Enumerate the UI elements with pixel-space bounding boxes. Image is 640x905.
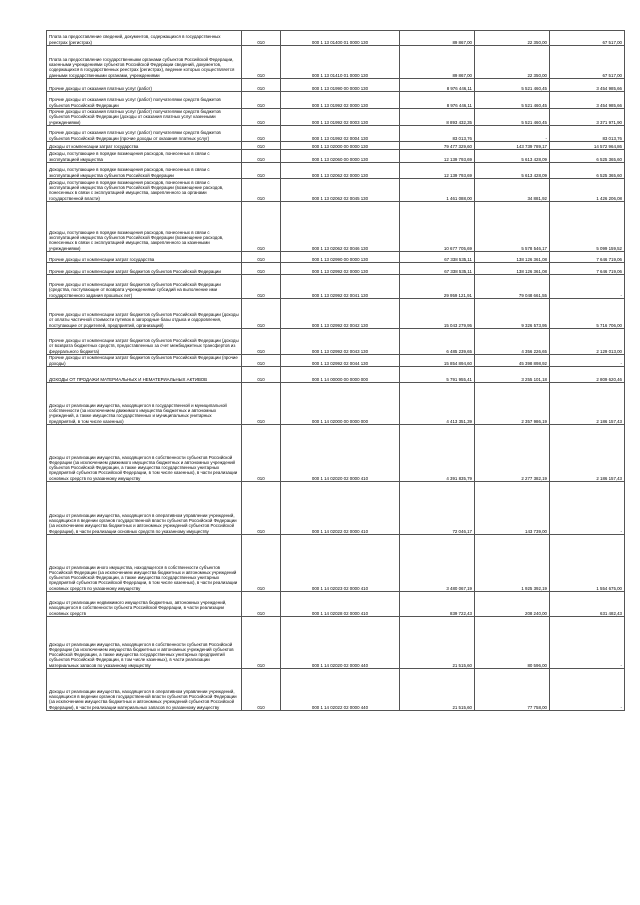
row-approved: 67 338 535,11 [400,263,475,275]
row-approved: 72 046,17 [400,482,475,535]
row-approved: 21 515,60 [400,617,475,669]
table-row [47,355,625,367]
row-line-code: 010 [242,535,281,592]
row-name: Прочие доходы от компенсации затрат бюджетов субъектов Российской Федерации (доходы от оплаты частичной стоимости путевок в загородные базы отдыха и оздоровления, поступающие от родителей, предприятий, организаций) [47,299,242,329]
row-name: Доходы от реализации имущества, находящегося в собственности субъектов Российской Федерации (за исключением имущества бюджетных и автономных учреждений субъектов Российской Федерации, а также имущества государственных унитарных предприятий субъектов Российской Федерации, в том числе казенных), в части реализации материальных запасов по указанному имуществу [47,617,242,669]
row-budget-code: 000 1 14 02022 02 0000 440 [281,669,400,711]
row-line-code: 010 [242,425,281,482]
row-unexecuted: 2 186 157,43 [550,383,625,425]
row-unexecuted: 3 454 985,66 [550,79,625,92]
table-row [47,252,625,263]
table-row [47,329,625,355]
row-executed: 22 350,00 [475,31,550,46]
row-budget-code: 000 1 14 02020 02 0000 440 [281,617,400,669]
row-executed: 4 356 226,65 [475,329,550,355]
row-unexecuted: - [550,482,625,535]
row-budget-code: 000 1 13 02992 02 0000 130 [281,263,400,275]
row-unexecuted: 1 554 675,00 [550,535,625,592]
row-approved: 89 867,00 [400,31,475,46]
row-executed: 80 596,00 [475,617,550,669]
table-row [47,31,625,46]
row-unexecuted: 2 809 620,46 [550,367,625,383]
row-budget-code: 000 1 14 02023 02 0000 410 [281,535,400,592]
row-executed: 34 881,92 [475,179,550,202]
row-line-code: 010 [242,150,281,163]
table-row [47,425,625,482]
row-name: Доходы от компенсации затрат государства [47,142,242,150]
row-approved: 839 722,43 [400,592,475,617]
row-approved: 12 139 793,69 [400,150,475,163]
row-unexecuted: 7 646 719,06 [550,252,625,263]
table-row [47,592,625,617]
table-row [47,202,625,252]
table-row [47,263,625,275]
row-name: Прочие доходы от компенсации затрат бюджетов субъектов Российской Федерации (доходы от возврата бюджетных средств, предоставленных за счет межбюджетных трансфертов из федерального бюджета) [47,329,242,355]
row-name: Прочие доходы от компенсации затрат бюджетов субъектов Российской Федерации (средства, поступающие от возврата учреждениями субсидий на выполнение ими государственного задания прошлых лет) [47,275,242,299]
table-row [47,79,625,92]
row-name: Плата за предоставление сведений, документов, содержащихся в государственных реестрах (регистрах) [47,31,242,46]
row-unexecuted: 6 525 365,60 [550,163,625,179]
row-executed: 5 578 546,17 [475,202,550,252]
row-executed: 77 758,00 [475,669,550,711]
row-executed: 2 277 382,19 [475,425,550,482]
table-row [47,299,625,329]
row-approved: 8 893 432,35 [400,109,475,126]
row-line-code: 010 [242,126,281,142]
row-unexecuted: 6 525 365,60 [550,150,625,163]
row-unexecuted: 5 716 706,00 [550,299,625,329]
row-executed: 5 521 460,45 [475,79,550,92]
row-line-code: 010 [242,329,281,355]
row-approved: 15 043 279,95 [400,299,475,329]
row-unexecuted: - [550,275,625,299]
table-row [47,150,625,163]
row-executed: 9 326 573,95 [475,299,550,329]
table-row [47,275,625,299]
row-name: Доходы от реализации имущества, находящегося в оперативном управлении учреждений, находящихся в ведении органов государственной власти субъектов Российской Федерации (за исключением имущества бюджетных и автономных учреждений субъектов Российской Федерации), в части реализации основных средств по указанному имуществу [47,482,242,535]
row-budget-code: 000 1 14 02028 02 0000 410 [281,592,400,617]
row-name: Прочие доходы от компенсации затрат государства [47,252,242,263]
row-executed: 143 739 789,17 [475,142,550,150]
row-budget-code: 000 1 13 01992 02 0000 130 [281,92,400,109]
row-approved: 5 791 955,41 [400,367,475,383]
row-unexecuted: - [550,355,625,367]
row-budget-code: 000 1 13 02992 02 0041 130 [281,275,400,299]
row-line-code: 010 [242,355,281,367]
row-unexecuted: 7 646 719,06 [550,263,625,275]
table-row [47,126,625,142]
row-unexecuted: 3 371 971,90 [550,109,625,126]
row-executed: 5 613 428,09 [475,150,550,163]
row-line-code: 010 [242,669,281,711]
row-executed: - [475,126,550,142]
row-name: Доходы, поступающие в порядке возмещения расходов, понесенных в связи с эксплуатацией имущества субъектов Российской Федерации (возмещение расходов, понесенных в связи с эксплуатацией имущества, закрепленного за казенными учреждениями) [47,202,242,252]
table-row [47,92,625,109]
table-row [47,367,625,383]
income-table [46,30,625,711]
row-approved: 8 976 446,11 [400,79,475,92]
row-approved: 10 677 705,69 [400,202,475,252]
row-budget-code: 000 1 13 02992 02 0044 130 [281,355,400,367]
row-budget-code: 000 1 13 02062 02 0045 130 [281,179,400,202]
row-name: Доходы от реализации имущества, находящегося в государственной и муниципальной собственности (за исключением движимого имущества бюджетных и автономных учреждений, а также имущества государственных и муниципальных унитарных предприятий, в том числе казенных) [47,383,242,425]
row-budget-code: 000 1 13 01992 02 0003 130 [281,109,400,126]
row-budget-code: 000 1 14 02020 02 0000 410 [281,425,400,482]
row-name: Прочие доходы от оказания платных услуг (работ) получателями средств бюджетов субъектов Российской Федерации (прочие доходы от оказания платных услуг) [47,126,242,142]
row-approved: 83 013,76 [400,126,475,142]
row-line-code: 010 [242,263,281,275]
row-approved: 79 477 329,60 [400,142,475,150]
table-row [47,142,625,150]
row-budget-code: 000 1 14 00000 00 0000 000 [281,367,400,383]
row-budget-code: 000 1 13 01990 00 0000 130 [281,79,400,92]
row-budget-code: 000 1 13 02000 00 0000 130 [281,142,400,150]
row-unexecuted: - [550,669,625,711]
row-line-code: 010 [242,482,281,535]
row-name: Доходы, поступающие в порядке возмещения расходов, понесенных в связи с эксплуатацией имущества субъектов Российской Федерации [47,163,242,179]
row-line-code: 010 [242,383,281,425]
row-name: Прочие доходы от компенсации затрат бюджетов субъектов Российской Федерации [47,263,242,275]
row-line-code: 010 [242,163,281,179]
row-line-code: 010 [242,202,281,252]
row-approved: 8 976 446,11 [400,92,475,109]
row-budget-code: 000 1 14 02000 00 0000 000 [281,383,400,425]
row-budget-code: 000 1 13 02992 02 0042 130 [281,299,400,329]
table-row [47,535,625,592]
row-unexecuted: 67 517,00 [550,31,625,46]
row-unexecuted: 83 013,76 [550,126,625,142]
row-unexecuted: 3 454 985,66 [550,92,625,109]
row-line-code: 010 [242,109,281,126]
row-unexecuted: 2 186 157,43 [550,425,625,482]
row-line-code: 010 [242,31,281,46]
row-name: Доходы от реализации недвижимого имущества бюджетных, автономных учреждений, находящегося в собственности субъекта Российской Федерации, в части реализации основных средств [47,592,242,617]
table-row [47,383,625,425]
row-name: Прочие доходы от компенсации затрат бюджетов субъектов Российской Федерации (прочие доходы) [47,355,242,367]
row-line-code: 010 [242,252,281,263]
row-executed: 143 739,00 [475,482,550,535]
row-executed: 5 521 460,45 [475,109,550,126]
row-line-code: 010 [242,46,281,79]
row-approved: 6 485 239,65 [400,329,475,355]
row-approved: 12 139 793,69 [400,163,475,179]
row-unexecuted: - [550,617,625,669]
row-line-code: 010 [242,617,281,669]
row-approved: 4 413 351,39 [400,383,475,425]
row-budget-code: 000 1 13 02060 00 0000 130 [281,150,400,163]
row-unexecuted: 631 482,43 [550,592,625,617]
row-approved: 1 461 088,00 [400,179,475,202]
row-unexecuted: 14 572 964,86 [550,142,625,150]
row-line-code: 010 [242,592,281,617]
row-budget-code: 000 1 14 02022 02 0000 410 [281,482,400,535]
table-row [47,482,625,535]
table-row [47,617,625,669]
row-budget-code: 000 1 13 01992 02 0004 130 [281,126,400,142]
row-budget-code: 000 1 13 02990 00 0000 130 [281,252,400,263]
table-row [47,46,625,79]
row-line-code: 010 [242,79,281,92]
row-executed: 2 357 986,19 [475,383,550,425]
row-name: Доходы от реализации имущества, находящегося в собственности субъектов Российской Федерации (за исключением движимого имущества бюджетных и автономных учреждений субъектов Российской Федерации, а также имущества государственных унитарных предприятий субъектов Российской Федерации, в том числе казенных), в части реализации основных средств по указанному имуществу [47,425,242,482]
row-budget-code: 000 1 13 02062 02 0046 130 [281,202,400,252]
row-unexecuted: 5 099 159,52 [550,202,625,252]
table-row [47,163,625,179]
row-line-code: 010 [242,142,281,150]
row-line-code: 010 [242,92,281,109]
row-executed: 1 925 392,19 [475,535,550,592]
income-table-body [47,31,625,711]
row-line-code: 010 [242,299,281,329]
row-executed: 138 126 361,08 [475,263,550,275]
row-name: Плата за предоставление государственными органами субъектов Российской Федерации, казенными учреждениями субъектов Российской Федерации сведений, документов, содержащихся в государственных реестрах (регистрах), ведение которых осуществляется данными государственными органами, учреждениями [47,46,242,79]
row-executed: 138 126 361,08 [475,252,550,263]
row-name: Прочие доходы от оказания платных услуг (работ) [47,79,242,92]
row-name: Доходы, поступающие в порядке возмещения расходов, понесенных в связи с эксплуатацией имущества [47,150,242,163]
row-executed: 3 255 101,18 [475,367,550,383]
report-sheet [46,30,622,711]
row-approved: 21 515,60 [400,669,475,711]
row-executed: 5 521 460,45 [475,92,550,109]
row-budget-code: 000 1 13 02992 02 0043 130 [281,329,400,355]
row-executed: 45 398 898,92 [475,355,550,367]
table-row [47,669,625,711]
row-executed: 79 048 661,55 [475,275,550,299]
row-name: Прочие доходы от оказания платных услуг (работ) получателями средств бюджетов субъектов Российской Федерации (доходы от оказания платных услуг казенными учреждениями) [47,109,242,126]
row-approved: 29 959 121,91 [400,275,475,299]
row-executed: 22 350,00 [475,46,550,79]
row-executed: 5 613 428,09 [475,163,550,179]
row-line-code: 010 [242,275,281,299]
row-name: Прочие доходы от оказания платных услуг (работ) получателями средств бюджетов субъектов Российской Федерации [47,92,242,109]
row-name: Доходы от реализации имущества, находящегося в оперативном управлении учреждений, находящихся в ведении органов государственной власти субъектов Российской Федерации (за исключением имущества бюджетных и автономных учреждений субъектов Российской Федерации), в части реализации материальных запасов по указанному имуществу [47,669,242,711]
row-approved: 89 867,00 [400,46,475,79]
row-executed: 208 240,00 [475,592,550,617]
row-approved: 15 854 894,60 [400,355,475,367]
row-budget-code: 000 1 13 02062 02 0000 130 [281,163,400,179]
row-unexecuted: 67 517,00 [550,46,625,79]
row-approved: 3 480 067,19 [400,535,475,592]
row-line-code: 010 [242,367,281,383]
table-row [47,179,625,202]
row-unexecuted: 2 129 013,00 [550,329,625,355]
row-budget-code: 000 1 13 01410 01 0000 130 [281,46,400,79]
row-unexecuted: 1 426 206,08 [550,179,625,202]
row-approved: 67 338 535,11 [400,252,475,263]
row-name: ДОХОДЫ ОТ ПРОДАЖИ МАТЕРИАЛЬНЫХ И НЕМАТЕРИАЛЬНЫХ АКТИВОВ [47,367,242,383]
table-row [47,109,625,126]
row-approved: 4 391 835,79 [400,425,475,482]
row-budget-code: 000 1 13 01400 01 0000 130 [281,31,400,46]
row-name: Доходы от реализации иного имущества, находящегося в собственности субъектов Российской Федерации (за исключением имущества бюджетных и автономных учреждений субъектов Российской Федерации, а также имущества государственных унитарных предприятий субъектов Российской Федерации, в том числе казенных), в части реализации основных средств по указанному имуществу [47,535,242,592]
row-name: Доходы, поступающие в порядке возмещения расходов, понесенных в связи с эксплуатацией имущества субъектов Российской Федерации (возмещение расходов, понесенных в связи с эксплуатацией имущества, закрепленного за органами государственной власти) [47,179,242,202]
row-line-code: 010 [242,179,281,202]
